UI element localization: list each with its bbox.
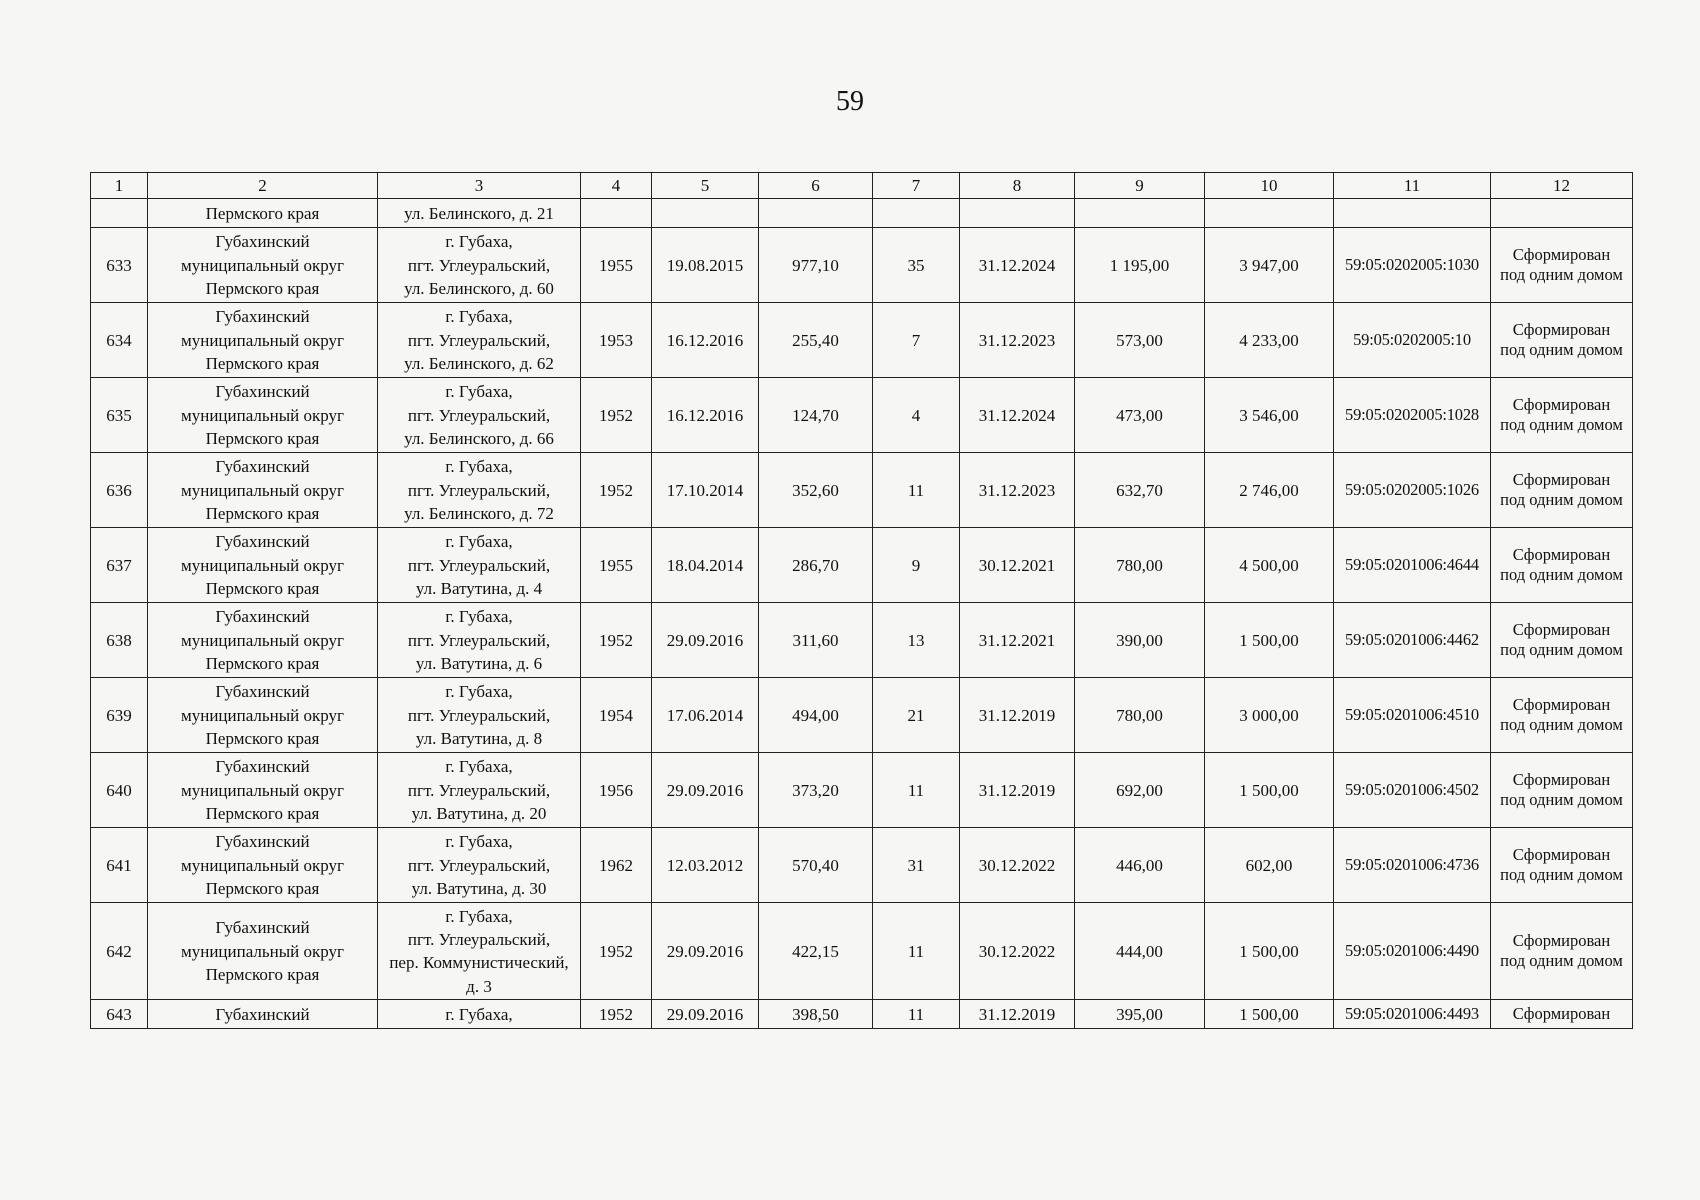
municipality-cell-line: Губахинский xyxy=(215,532,310,552)
deadline-cell: 31.12.2019 xyxy=(960,678,1075,753)
year-cell: 1956 xyxy=(581,753,652,828)
address-cell-line: г. Губаха, xyxy=(445,607,513,627)
row-number-cell: 642 xyxy=(91,903,148,1000)
status-cell-line: под одним домом xyxy=(1500,715,1623,735)
address-cell-line: ул. Ватутина, д. 6 xyxy=(415,654,543,674)
row-number-cell: 640 xyxy=(91,753,148,828)
municipality-cell-line: Пермского края xyxy=(205,279,320,299)
address-cell-line: г. Губаха, xyxy=(445,232,513,252)
date-cell: 29.09.2016 xyxy=(652,903,759,1000)
status-cell-line: под одним домом xyxy=(1500,490,1623,510)
municipality-cell xyxy=(148,303,378,378)
deadline-cell: 31.12.2019 xyxy=(960,753,1075,828)
status-cell xyxy=(1491,903,1633,1000)
municipality-cell-line: Пермского края xyxy=(205,965,320,985)
residents-cell: 31 xyxy=(873,828,960,903)
column-10-cell: 1 500,00 xyxy=(1205,753,1334,828)
empty-cell xyxy=(581,199,652,228)
column-number: 5 xyxy=(652,173,759,199)
municipality-cell-line: Пермского края xyxy=(205,879,320,899)
municipality-cell xyxy=(148,378,378,453)
address-cell-line: ул. Белинского, д. 62 xyxy=(404,354,554,374)
municipality-cell-line: Губахинский xyxy=(215,757,310,777)
table-row xyxy=(91,678,1633,753)
address-cell xyxy=(378,228,581,303)
column-number: 12 xyxy=(1491,173,1633,199)
address-cell-line: пгт. Углеуральский, xyxy=(407,330,551,350)
municipality-cell-line: муниципальный округ xyxy=(180,330,345,350)
municipality-cell-line: Губахинский xyxy=(215,382,310,402)
date-cell: 29.09.2016 xyxy=(652,753,759,828)
continued-row xyxy=(91,199,1633,228)
residents-cell: 35 xyxy=(873,228,960,303)
table-row xyxy=(91,903,1633,1000)
address-cell-line: пгт. Углеуральский, xyxy=(407,555,551,575)
empty-cell xyxy=(1205,199,1334,228)
status-cell-line: Сформирован xyxy=(1512,394,1611,414)
deadline-cell: 31.12.2019 xyxy=(960,1000,1075,1029)
empty-cell xyxy=(1075,199,1205,228)
municipality-cell xyxy=(148,528,378,603)
status-cell-line: под одним домом xyxy=(1500,951,1623,971)
deadline-cell: 30.12.2021 xyxy=(960,528,1075,603)
status-cell-line: Сформирован xyxy=(1512,1004,1611,1024)
municipality-cell xyxy=(148,828,378,903)
year-cell: 1952 xyxy=(581,378,652,453)
year-cell: 1954 xyxy=(581,678,652,753)
address-cell-line: ул. Ватутина, д. 4 xyxy=(415,579,543,599)
status-cell-line: Сформирован xyxy=(1512,930,1611,950)
column-9-cell: 780,00 xyxy=(1075,528,1205,603)
municipality-cell xyxy=(148,603,378,678)
empty-cell xyxy=(652,199,759,228)
status-cell xyxy=(1491,453,1633,528)
column-9-cell: 446,00 xyxy=(1075,828,1205,903)
municipality-cell-line: Пермского края xyxy=(205,804,320,824)
status-cell xyxy=(1491,378,1633,453)
municipality-cell-line: Пермского края xyxy=(205,429,320,449)
residents-cell: 11 xyxy=(873,1000,960,1029)
status-cell xyxy=(1491,678,1633,753)
column-9-cell: 1 195,00 xyxy=(1075,228,1205,303)
column-9-cell: 632,70 xyxy=(1075,453,1205,528)
column-10-cell: 3 947,00 xyxy=(1205,228,1334,303)
address-cell-line: пгт. Углеуральский, xyxy=(407,480,551,500)
column-10-cell: 1 500,00 xyxy=(1205,603,1334,678)
address-cell-line: ул. Ватутина, д. 30 xyxy=(411,879,547,899)
row-number-cell: 643 xyxy=(91,1000,148,1029)
cadastral-number-cell: 59:05:0202005:1026 xyxy=(1334,453,1491,528)
status-cell xyxy=(1491,228,1633,303)
status-cell-line: Сформирован xyxy=(1512,319,1611,339)
date-cell: 17.06.2014 xyxy=(652,678,759,753)
empty-cell xyxy=(759,199,873,228)
cadastral-number-cell: 59:05:0201006:4462 xyxy=(1334,603,1491,678)
cadastral-number-cell: 59:05:0201006:4510 xyxy=(1334,678,1491,753)
column-number: 2 xyxy=(148,173,378,199)
municipality-cell-line: Губахинский xyxy=(215,607,310,627)
table-row xyxy=(91,228,1633,303)
status-cell-line: под одним домом xyxy=(1500,790,1623,810)
column-10-cell: 3 546,00 xyxy=(1205,378,1334,453)
column-10-cell: 602,00 xyxy=(1205,828,1334,903)
column-10-cell: 1 500,00 xyxy=(1205,1000,1334,1029)
municipality-cell-line: Пермского края xyxy=(205,354,320,374)
cadastral-number-cell: 59:05:0201006:4490 xyxy=(1334,903,1491,1000)
municipality-cell: Пермского края xyxy=(148,199,378,228)
column-10-cell: 1 500,00 xyxy=(1205,903,1334,1000)
residents-cell: 4 xyxy=(873,378,960,453)
column-number: 8 xyxy=(960,173,1075,199)
year-cell: 1962 xyxy=(581,828,652,903)
row-number-cell: 634 xyxy=(91,303,148,378)
cadastral-number-cell: 59:05:0201006:4644 xyxy=(1334,528,1491,603)
address-cell: ул. Белинского, д. 21 xyxy=(378,199,581,228)
date-cell: 29.09.2016 xyxy=(652,1000,759,1029)
housing-registry-table xyxy=(90,172,1633,1029)
municipality-cell-line: Губахинский xyxy=(215,307,310,327)
column-9-cell: 780,00 xyxy=(1075,678,1205,753)
municipality-cell-line: муниципальный округ xyxy=(180,705,345,725)
address-cell xyxy=(378,528,581,603)
municipality-cell-line: Пермского края xyxy=(205,729,320,749)
table-row xyxy=(91,378,1633,453)
empty-cell xyxy=(1491,199,1633,228)
year-cell: 1952 xyxy=(581,603,652,678)
row-number-cell: 633 xyxy=(91,228,148,303)
status-cell-line: под одним домом xyxy=(1500,640,1623,660)
column-number-row xyxy=(91,173,1633,199)
table-row xyxy=(91,828,1633,903)
cadastral-number-cell: 59:05:0201006:4493 xyxy=(1334,1000,1491,1029)
municipality-cell-line: муниципальный округ xyxy=(180,941,345,961)
address-cell-line: г. Губаха, xyxy=(445,457,513,477)
residents-cell: 11 xyxy=(873,453,960,528)
cadastral-number-cell: 59:05:0202005:10 xyxy=(1334,303,1491,378)
address-cell-line: г. Губаха, xyxy=(445,906,513,926)
address-cell xyxy=(378,603,581,678)
municipality-cell-line: муниципальный округ xyxy=(180,855,345,875)
residents-cell: 21 xyxy=(873,678,960,753)
year-cell: 1952 xyxy=(581,1000,652,1029)
residents-cell: 9 xyxy=(873,528,960,603)
municipality-cell-line: Пермского края xyxy=(205,579,320,599)
deadline-cell: 30.12.2022 xyxy=(960,828,1075,903)
date-cell: 16.12.2016 xyxy=(652,378,759,453)
status-cell-line: под одним домом xyxy=(1500,865,1623,885)
date-cell: 29.09.2016 xyxy=(652,603,759,678)
column-number: 3 xyxy=(378,173,581,199)
table-row xyxy=(91,753,1633,828)
status-cell xyxy=(1491,1000,1633,1029)
year-cell: 1952 xyxy=(581,903,652,1000)
cadastral-number-cell: 59:05:0201006:4502 xyxy=(1334,753,1491,828)
area-cell: 494,00 xyxy=(759,678,873,753)
column-9-cell: 444,00 xyxy=(1075,903,1205,1000)
municipality-cell-line: Губахинский xyxy=(215,682,310,702)
deadline-cell: 31.12.2024 xyxy=(960,228,1075,303)
address-cell-line: пгт. Углеуральский, xyxy=(407,255,551,275)
address-cell-line: ул. Белинского, д. 72 xyxy=(404,504,554,524)
cadastral-number-cell: 59:05:0202005:1030 xyxy=(1334,228,1491,303)
year-cell: 1953 xyxy=(581,303,652,378)
address-cell-line: ул. Ватутина, д. 20 xyxy=(411,804,547,824)
year-cell: 1955 xyxy=(581,228,652,303)
address-cell xyxy=(378,828,581,903)
address-cell xyxy=(378,453,581,528)
column-9-cell: 473,00 xyxy=(1075,378,1205,453)
address-cell-line: пгт. Углеуральский, xyxy=(407,930,551,949)
residents-cell: 7 xyxy=(873,303,960,378)
municipality-cell-line: муниципальный округ xyxy=(180,405,345,425)
date-cell: 16.12.2016 xyxy=(652,303,759,378)
municipality-cell xyxy=(148,903,378,1000)
empty-cell xyxy=(91,199,148,228)
deadline-cell: 31.12.2024 xyxy=(960,378,1075,453)
year-cell: 1952 xyxy=(581,453,652,528)
table-body xyxy=(91,199,1633,1029)
municipality-cell xyxy=(148,753,378,828)
column-9-cell: 395,00 xyxy=(1075,1000,1205,1029)
deadline-cell: 31.12.2021 xyxy=(960,603,1075,678)
area-cell: 352,60 xyxy=(759,453,873,528)
date-cell: 19.08.2015 xyxy=(652,228,759,303)
table-row xyxy=(91,303,1633,378)
address-cell-line: ул. Ватутина, д. 8 xyxy=(415,729,543,749)
municipality-cell-line: Губахинский xyxy=(215,1004,310,1024)
column-number: 10 xyxy=(1205,173,1334,199)
address-cell-line: г. Губаха, xyxy=(445,682,513,702)
column-number: 4 xyxy=(581,173,652,199)
municipality-cell-line: Губахинский xyxy=(215,232,310,252)
address-cell-line: г. Губаха, xyxy=(445,382,513,402)
area-cell: 977,10 xyxy=(759,228,873,303)
status-cell xyxy=(1491,603,1633,678)
status-cell xyxy=(1491,753,1633,828)
area-cell: 570,40 xyxy=(759,828,873,903)
column-number: 1 xyxy=(91,173,148,199)
row-number-cell: 635 xyxy=(91,378,148,453)
address-cell-line: пгт. Углеуральский, xyxy=(407,705,551,725)
status-cell-line: Сформирован xyxy=(1512,694,1611,714)
status-cell-line: под одним домом xyxy=(1500,415,1623,435)
address-cell xyxy=(378,678,581,753)
status-cell-line: под одним домом xyxy=(1500,565,1623,585)
municipality-cell-line: муниципальный округ xyxy=(180,780,345,800)
municipality-cell xyxy=(148,228,378,303)
page-number: 59 xyxy=(836,86,864,117)
row-number-cell: 641 xyxy=(91,828,148,903)
status-cell-line: Сформирован xyxy=(1512,544,1611,564)
status-cell-line: Сформирован xyxy=(1512,619,1611,639)
cadastral-number-cell: 59:05:0202005:1028 xyxy=(1334,378,1491,453)
address-cell xyxy=(378,303,581,378)
address-cell-line: г. Губаха, xyxy=(445,1004,513,1024)
municipality-cell-line: муниципальный округ xyxy=(180,630,345,650)
address-cell-line: ул. Белинского, д. 66 xyxy=(404,429,554,449)
column-10-cell: 4 500,00 xyxy=(1205,528,1334,603)
address-cell-line: г. Губаха, xyxy=(445,532,513,552)
area-cell: 422,15 xyxy=(759,903,873,1000)
status-cell-line: Сформирован xyxy=(1512,469,1611,489)
residents-cell: 13 xyxy=(873,603,960,678)
column-number: 9 xyxy=(1075,173,1205,199)
address-cell-line: г. Губаха, xyxy=(445,757,513,777)
row-number-cell: 639 xyxy=(91,678,148,753)
column-number: 7 xyxy=(873,173,960,199)
address-cell-line: пгт. Углеуральский, xyxy=(407,630,551,650)
deadline-cell: 31.12.2023 xyxy=(960,303,1075,378)
row-number-cell: 637 xyxy=(91,528,148,603)
column-number: 6 xyxy=(759,173,873,199)
status-cell xyxy=(1491,828,1633,903)
column-9-cell: 390,00 xyxy=(1075,603,1205,678)
address-cell-line: пгт. Углеуральский, xyxy=(407,855,551,875)
area-cell: 124,70 xyxy=(759,378,873,453)
deadline-cell: 31.12.2023 xyxy=(960,453,1075,528)
municipality-cell-line: Губахинский xyxy=(215,918,310,938)
column-9-cell: 692,00 xyxy=(1075,753,1205,828)
address-cell-line: д. 3 xyxy=(466,976,492,996)
column-10-cell: 3 000,00 xyxy=(1205,678,1334,753)
municipality-cell-line: Губахинский xyxy=(215,457,310,477)
cadastral-number-cell: 59:05:0201006:4736 xyxy=(1334,828,1491,903)
area-cell: 373,20 xyxy=(759,753,873,828)
address-cell-line: пер. Коммунистический, xyxy=(389,953,569,973)
row-number-cell: 636 xyxy=(91,453,148,528)
municipality-cell-line: муниципальный округ xyxy=(180,555,345,575)
row-number-cell: 638 xyxy=(91,603,148,678)
address-cell-line: г. Губаха, xyxy=(445,307,513,327)
municipality-cell-line: муниципальный округ xyxy=(180,480,345,500)
status-cell xyxy=(1491,303,1633,378)
address-cell-line: пгт. Углеуральский, xyxy=(407,780,551,800)
column-10-cell: 2 746,00 xyxy=(1205,453,1334,528)
column-number: 11 xyxy=(1334,173,1491,199)
date-cell: 12.03.2012 xyxy=(652,828,759,903)
residents-cell: 11 xyxy=(873,903,960,1000)
municipality-cell-line: Пермского края xyxy=(205,504,320,524)
area-cell: 398,50 xyxy=(759,1000,873,1029)
table-row xyxy=(91,1000,1633,1029)
address-cell xyxy=(378,378,581,453)
empty-cell xyxy=(1334,199,1491,228)
table-row xyxy=(91,528,1633,603)
date-cell: 18.04.2014 xyxy=(652,528,759,603)
status-cell-line: Сформирован xyxy=(1512,844,1611,864)
status-cell-line: под одним домом xyxy=(1500,340,1623,360)
table-row xyxy=(91,453,1633,528)
column-10-cell: 4 233,00 xyxy=(1205,303,1334,378)
address-cell xyxy=(378,903,581,1000)
table-row xyxy=(91,603,1633,678)
municipality-cell xyxy=(148,678,378,753)
municipality-cell-line: Пермского края xyxy=(205,654,320,674)
status-cell xyxy=(1491,528,1633,603)
municipality-cell-line: Губахинский xyxy=(215,832,310,852)
address-cell xyxy=(378,753,581,828)
municipality-cell-line: муниципальный округ xyxy=(180,255,345,275)
deadline-cell: 30.12.2022 xyxy=(960,903,1075,1000)
address-cell-line: пгт. Углеуральский, xyxy=(407,405,551,425)
area-cell: 255,40 xyxy=(759,303,873,378)
status-cell-line: Сформирован xyxy=(1512,244,1611,264)
column-9-cell: 573,00 xyxy=(1075,303,1205,378)
area-cell: 286,70 xyxy=(759,528,873,603)
municipality-cell xyxy=(148,1000,378,1029)
area-cell: 311,60 xyxy=(759,603,873,678)
year-cell: 1955 xyxy=(581,528,652,603)
empty-cell xyxy=(960,199,1075,228)
empty-cell xyxy=(873,199,960,228)
date-cell: 17.10.2014 xyxy=(652,453,759,528)
municipality-cell xyxy=(148,453,378,528)
address-cell-line: ул. Белинского, д. 60 xyxy=(404,279,554,299)
address-cell xyxy=(378,1000,581,1029)
residents-cell: 11 xyxy=(873,753,960,828)
address-cell-line: г. Губаха, xyxy=(445,832,513,852)
status-cell-line: под одним домом xyxy=(1500,265,1623,285)
status-cell-line: Сформирован xyxy=(1512,769,1611,789)
